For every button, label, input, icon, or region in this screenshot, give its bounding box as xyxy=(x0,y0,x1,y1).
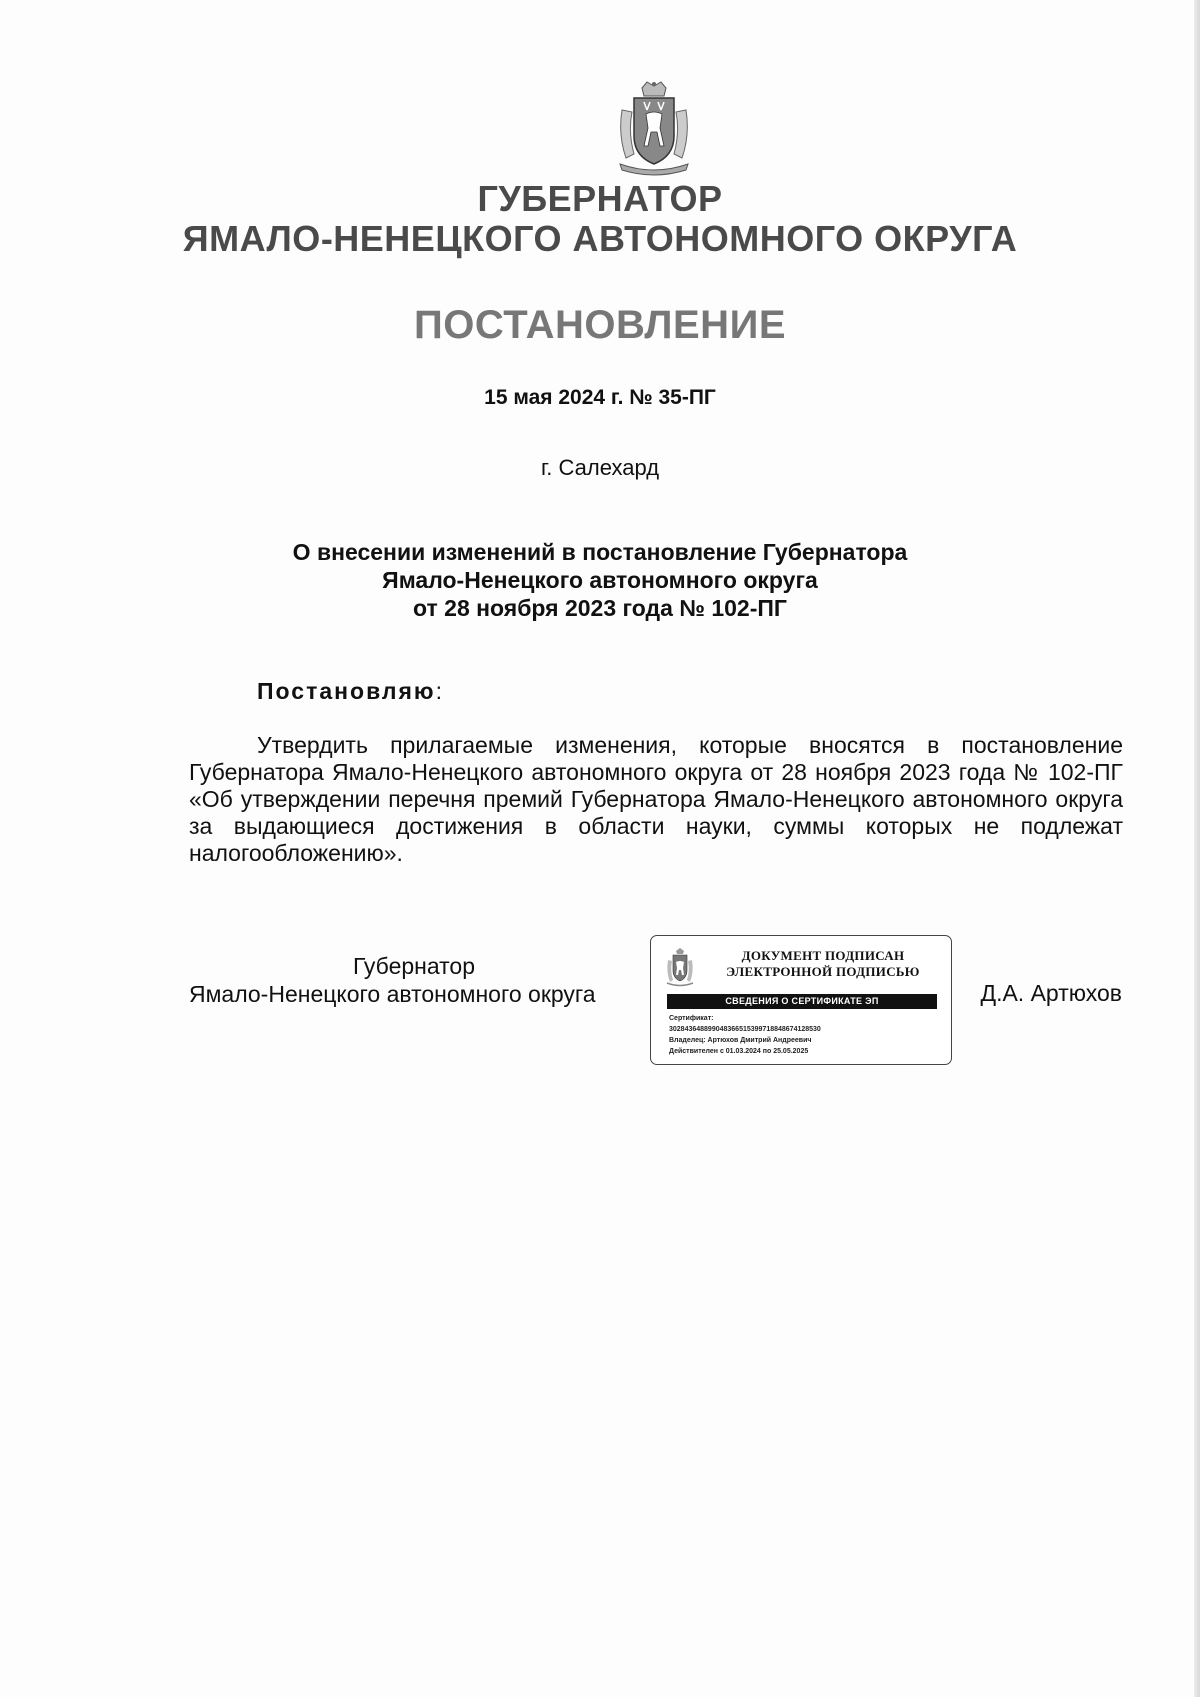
decree-subject xyxy=(0,538,1200,622)
document-type-title: ПОСТАНОВЛЕНИЕ xyxy=(413,303,786,347)
signer-position-line: Ямало-Ненецкого автономного округа xyxy=(189,981,596,1007)
subject-line: от 28 ноября 2023 года № 102-ПГ xyxy=(413,595,787,621)
stamp-validity: Действителен с 01.03.2024 по 25.05.2025 xyxy=(669,1048,809,1055)
stamp-emblem-icon xyxy=(665,948,695,988)
signer-position xyxy=(189,952,639,1008)
electronic-signature-stamp xyxy=(650,935,952,1065)
stamp-title-line: ЭЛЕКТРОННОЙ ПОДПИСЬЮ xyxy=(726,964,920,979)
yamal-coat-of-arms-icon xyxy=(614,80,694,176)
signer-position-line: Губернатор xyxy=(352,953,476,979)
stamp-certificate-bar: СВЕДЕНИЯ О СЕРТИФИКАТЕ ЭП xyxy=(667,994,937,1009)
resolve-heading xyxy=(257,678,442,705)
subject-line: Ямало-Ненецкого автономного округа xyxy=(382,567,818,593)
stamp-title-line: ДОКУМЕНТ ПОДПИСАН xyxy=(741,948,905,963)
decree-city: г. Салехард xyxy=(540,455,660,480)
stamp-certificate-info xyxy=(669,1013,939,1057)
decree-date-number: 15 мая 2024 г. № 35-ПГ xyxy=(484,386,716,409)
decree-body-text: Утвердить прилагаемые изменения, которые вносятся в постановление Губернатора Ямало-Ненецкого автономного округа от 28 ноября 2023 года № 102-ПГ «Об утверждении перечня премий Губернатора Ямало-Ненецкого автономного округа за выдающиеся достижения в области науки, суммы которых не подлежат налогообложению». xyxy=(189,732,1123,866)
stamp-cert-value: 302843648899048366515399718848674128530 xyxy=(669,1026,821,1033)
document-header-region: ЯМАЛО-НЕНЕЦКОГО АВТОНОМНОГО ОКРУГА xyxy=(182,218,1018,259)
stamp-title xyxy=(703,948,943,980)
document-header-governor: ГУБЕРНАТОР xyxy=(477,178,723,219)
resolve-word: Постановляю xyxy=(257,678,436,704)
stamp-cert-label: Сертификат: xyxy=(669,1015,714,1022)
signer-name: Д.А. Артюхов xyxy=(980,980,1122,1006)
resolve-colon: : xyxy=(435,678,442,704)
subject-line: О внесении изменений в постановление Губернатора xyxy=(292,539,908,565)
stamp-owner: Владелец: Артюхов Дмитрий Андреевич xyxy=(669,1037,812,1044)
